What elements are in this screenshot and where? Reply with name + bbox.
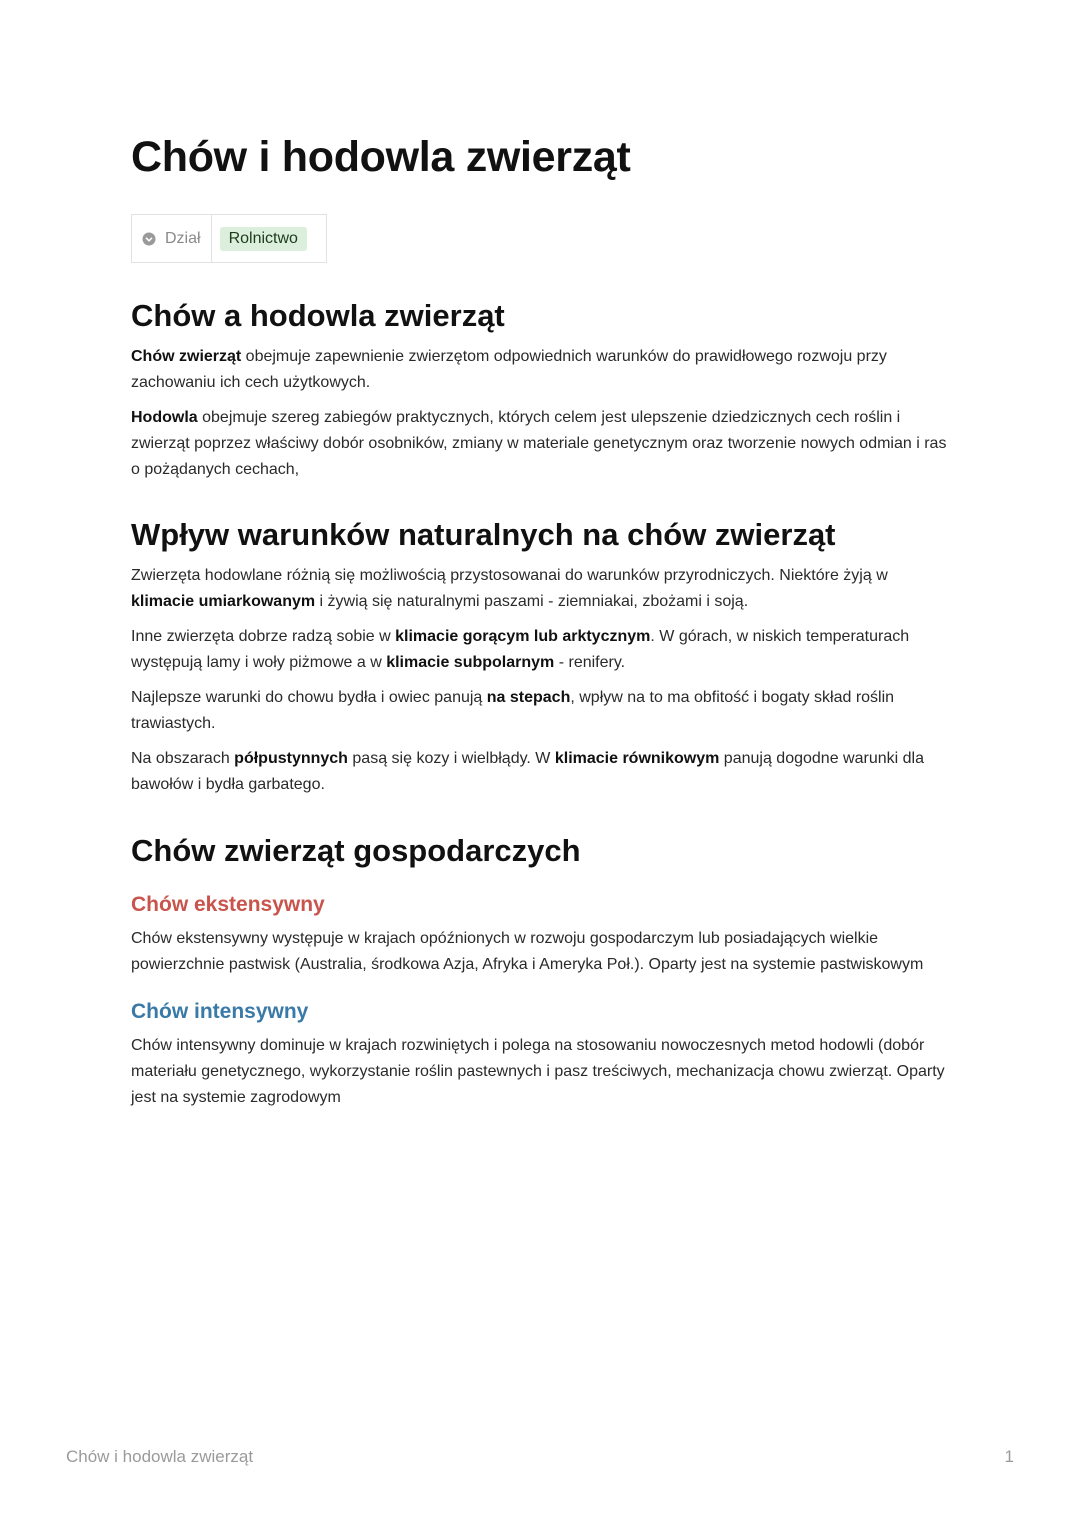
bold-text: klimacie równikowym <box>554 750 720 767</box>
text: i żywią się naturalnymi paszami - ziemniakai, zbożami i soją. <box>315 593 749 610</box>
subheading-intensive: Chów intensywny <box>131 1000 309 1023</box>
bold-text: klimacie subpolarnym <box>386 654 555 671</box>
text: obejmuje szereg zabiegów praktycznych, których celem jest ulepszenie dziedzicznych cech roślin i zwierząt poprzez właściwy dobór osobników, zmiany w materiale genetycznym oraz tworzenie nowych odmian i ras o pożądanych cechach, <box>131 409 947 478</box>
text: pasą się kozy i wielbłądy. W <box>347 750 555 767</box>
property-value[interactable] <box>212 215 326 262</box>
paragraph <box>131 685 951 737</box>
page-title: Chów i hodowla zwierząt <box>131 133 631 181</box>
page-number: 1 <box>1004 1447 1014 1466</box>
subheading-extensive: Chów ekstensywny <box>131 893 325 916</box>
text: Najlepsze warunki do chowu bydła i owiec panują <box>131 689 487 706</box>
property-table <box>131 214 327 263</box>
bold-text: klimacie gorącym lub arktycznym <box>395 628 651 645</box>
chevron-down-circle-icon <box>142 232 156 246</box>
text: Zwierzęta hodowlane różnią się możliwością przystosowanai do warunków przyrodniczych. Niektóre żyją w <box>131 567 888 584</box>
page-content <box>131 128 951 1111</box>
paragraph <box>131 746 951 798</box>
paragraph <box>131 344 951 396</box>
bold-text: Chów zwierząt <box>131 348 242 365</box>
text: Inne zwierzęta dobrze radzą sobie w <box>131 628 396 645</box>
text: . W górach, w niskich temperaturach występują lamy i woły piżmowe a w <box>131 628 910 671</box>
text: Na obszarach <box>131 750 235 767</box>
paragraph: Chów intensywny dominuje w krajach rozwiniętych i polega na stosowaniu nowoczesnych metod hodowli (dobór materiału genetycznego, wykorzystanie roślin pastewnych i pasz treściwych, mechanizacja chowu zwierząt. Oparty jest na systemie zagrodowym <box>131 1037 945 1106</box>
text: , wpływ na to ma obfitość i bogaty skład roślin trawiastych. <box>131 689 895 732</box>
property-label: Dział <box>165 229 201 247</box>
paragraph <box>131 563 951 615</box>
section-heading-3: Chów zwierząt gospodarczych <box>131 833 581 868</box>
tag-rolnictwo[interactable]: Rolnictwo <box>220 227 307 251</box>
bold-text: na stepach <box>486 689 571 706</box>
text: panują dogodne warunki dla bawołów i bydła garbatego. <box>131 750 924 793</box>
bold-text: Hodowla <box>131 409 198 426</box>
property-name <box>132 215 212 262</box>
footer-title: Chów i hodowla zwierząt <box>66 1447 254 1466</box>
text: - renifery. <box>554 654 626 671</box>
paragraph: Chów ekstensywny występuje w krajach opóźnionych w rozwoju gospodarczym lub posiadających wielkie powierzchnie pastwisk (Australia, środkowa Azja, Afryka i Ameryka Poł.). Oparty jest na systemie pastwiskowym <box>131 930 924 973</box>
section-heading-2: Wpływ warunków naturalnych na chów zwierząt <box>131 517 836 552</box>
bold-text: klimacie umiarkowanym <box>131 593 316 610</box>
section-heading-1: Chów a hodowla zwierząt <box>131 298 505 333</box>
paragraph <box>131 405 951 483</box>
bold-text: półpustynnych <box>234 750 348 767</box>
text: obejmuje zapewnienie zwierzętom odpowiednich warunków do prawidłowego rozwoju przy zachowaniu ich cech użytkowych. <box>131 348 887 391</box>
paragraph <box>131 624 951 676</box>
